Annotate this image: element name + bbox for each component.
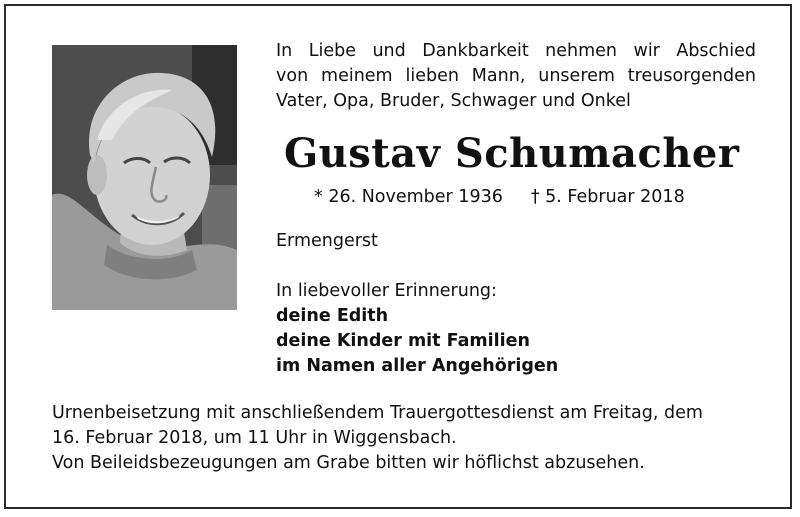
birth-date: * 26. November 1936 [314,187,503,207]
intro-line: von meinem lieben Mann, unserem treusorgenden [276,66,756,86]
place-name: Ermengerst [276,231,378,251]
mourner-name: deine Kinder mit Familien [276,331,530,351]
mourner-name: deine Edith [276,306,389,326]
memory-block [276,279,558,379]
intro-line: Vater, Opa, Bruder, Schwager und Onkel [276,91,631,111]
memory-heading: In liebevoller Erinnerung: [276,281,497,301]
intro-line: In Liebe und Dankbarkeit nehmen wir Abschied [276,41,756,61]
portrait-photo [52,45,237,310]
funeral-notice [52,401,748,476]
mourner-name: im Namen aller Angehörigen [276,356,559,376]
footer-line: 16. Februar 2018, um 11 Uhr in Wiggensbach. [52,428,457,448]
footer-line: Urnenbeisetzung mit anschließendem Trauergottesdienst am Freitag, dem [52,403,703,423]
death-date: † 5. Februar 2018 [530,187,685,207]
life-dates [314,185,685,209]
deceased-name: Gustav Schumacher [284,130,740,177]
footer-line: Von Beileidsbezeugungen am Grabe bitten wir höflichst abzusehen. [52,453,645,473]
intro-text [276,39,756,114]
